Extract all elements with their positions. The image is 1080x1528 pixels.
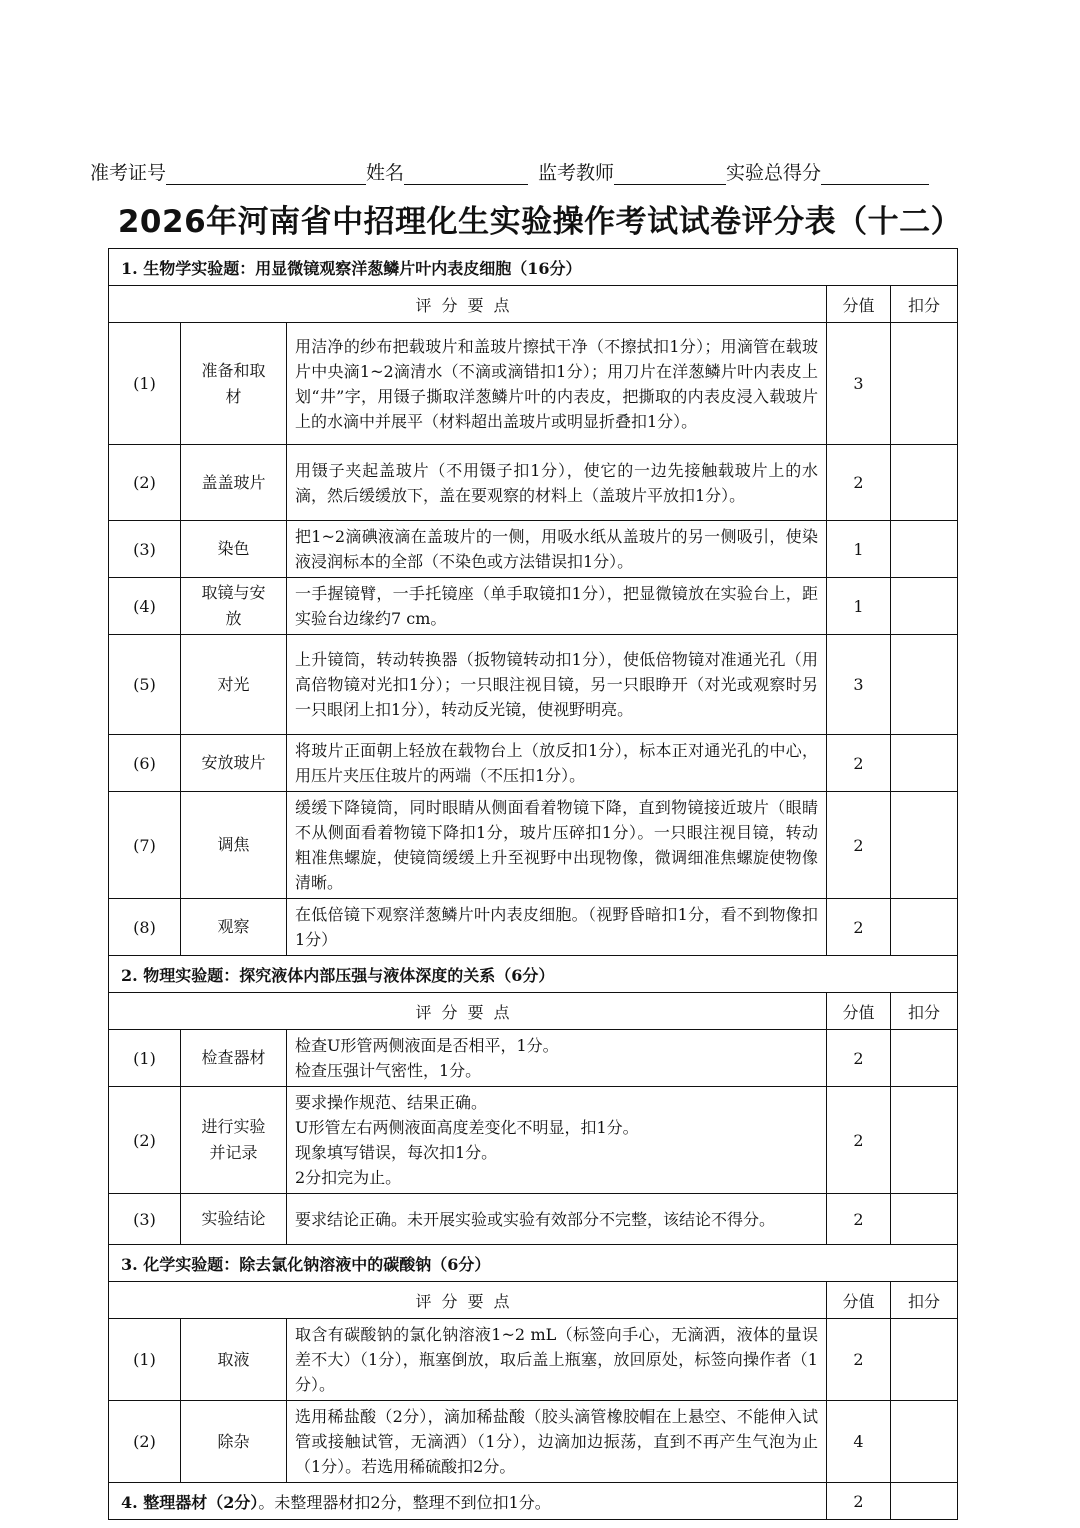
- item-score: 3: [827, 323, 891, 445]
- item-requirement: 把1~2滴碘液滴在盖玻片的一侧，用吸水纸从盖玻片的另一侧吸引，使染液浸润标本的全部（不染色或方法错误扣1分）。: [287, 521, 827, 578]
- item-name: 检查器材: [181, 1030, 287, 1087]
- table-row: [109, 445, 958, 521]
- item-number: (4): [109, 578, 181, 635]
- item-number: (2): [109, 1087, 181, 1194]
- candidate-info-line: [90, 158, 980, 185]
- column-header-points: 评分要点: [109, 1282, 827, 1319]
- item-number: (1): [109, 1030, 181, 1087]
- column-header-points: 评分要点: [109, 993, 827, 1030]
- deduct-cell[interactable]: [891, 1319, 958, 1401]
- table-row: [109, 1319, 958, 1401]
- item-number: (3): [109, 521, 181, 578]
- item-name: 实验结论: [181, 1194, 287, 1245]
- item-requirement: 选用稀盐酸（2分），滴加稀盐酸（胶头滴管橡胶帽在上悬空、不能伸入试管或接触试管，无滴洒）（1分），边滴加边振荡，直到不再产生气泡为止（1分）。若选用稀硫酸扣2分。: [287, 1401, 827, 1483]
- item-number: (2): [109, 445, 181, 521]
- item-score: 3: [827, 635, 891, 735]
- item-name: 除杂: [181, 1401, 287, 1483]
- item-name: 调焦: [181, 792, 287, 899]
- column-header-score: 分值: [827, 1282, 891, 1319]
- final-item-title: 4. 整理器材（2分）: [121, 1492, 259, 1512]
- item-requirement: 要求结论正确。未开展实验或实验有效部分不完整，该结论不得分。: [287, 1194, 827, 1245]
- item-score: 2: [827, 445, 891, 521]
- item-requirement: 要求操作规范、结果正确。 U形管左右两侧液面高度差变化不明显，扣1分。 现象填写错误，每次扣1分。 2分扣完为止。: [287, 1087, 827, 1194]
- deduct-cell[interactable]: [891, 735, 958, 792]
- deduct-cell[interactable]: [891, 1483, 958, 1520]
- item-requirement: 用洁净的纱布把载玻片和盖玻片擦拭干净（不擦拭扣1分）；用滴管在载玻片中央滴1~2滴清水（不滴或滴错扣1分）；用刀片在洋葱鳞片叶内表皮上划“井”字，用镊子撕取洋葱鳞片叶的内表皮，把撕取的内表皮浸入载玻片上的水滴中并展平（材料超出盖玻片或明显折叠扣1分）。: [287, 323, 827, 445]
- section-title: 3. 化学实验题：除去氯化钠溶液中的碳酸钠（6分）: [109, 1245, 958, 1282]
- deduct-cell[interactable]: [891, 445, 958, 521]
- item-number: (1): [109, 1319, 181, 1401]
- exam-number-label: 准考证号: [90, 162, 167, 184]
- item-requirement: 在低倍镜下观察洋葱鳞片叶内表皮细胞。（视野昏暗扣1分，看不到物像扣1分）: [287, 899, 827, 956]
- item-score: 2: [827, 899, 891, 956]
- deduct-cell[interactable]: [891, 1087, 958, 1194]
- item-name: 安放玻片: [181, 735, 287, 792]
- final-item-text: 。未整理器材扣2分，整理不到位扣1分。: [258, 1492, 551, 1512]
- item-number: (6): [109, 735, 181, 792]
- deduct-cell[interactable]: [891, 521, 958, 578]
- item-name: 进行实验并记录: [181, 1087, 287, 1194]
- deduct-cell[interactable]: [891, 1194, 958, 1245]
- deduct-cell[interactable]: [891, 323, 958, 445]
- scoring-table: [108, 248, 958, 1520]
- item-score: 2: [827, 1030, 891, 1087]
- item-number: (2): [109, 1401, 181, 1483]
- item-number: (1): [109, 323, 181, 445]
- table-row: [109, 1194, 958, 1245]
- item-requirement: 取含有碳酸钠的氯化钠溶液1~2 mL（标签向手心，无滴洒，液体的量误差不大）（1分），瓶塞倒放，取后盖上瓶塞，放回原处，标签向操作者（1分）。: [287, 1319, 827, 1401]
- column-header-points: 评分要点: [109, 286, 827, 323]
- final-item: [109, 1483, 827, 1520]
- item-name: 观察: [181, 899, 287, 956]
- item-number: (8): [109, 899, 181, 956]
- deduct-cell[interactable]: [891, 1030, 958, 1087]
- total-score-label: 实验总得分: [726, 162, 822, 184]
- item-score: 1: [827, 578, 891, 635]
- item-score: 2: [827, 1087, 891, 1194]
- table-row: [109, 899, 958, 956]
- name-label: 姓名: [366, 162, 405, 184]
- item-score: 2: [827, 735, 891, 792]
- proctor-field[interactable]: [614, 164, 726, 185]
- column-header-deduct: 扣分: [891, 286, 958, 323]
- column-header-deduct: 扣分: [891, 1282, 958, 1319]
- item-requirement: 检查U形管两侧液面是否相平，1分。 检查压强计气密性，1分。: [287, 1030, 827, 1087]
- column-header-score: 分值: [827, 993, 891, 1030]
- table-row: [109, 735, 958, 792]
- name-field[interactable]: [404, 164, 528, 185]
- table-row: [109, 323, 958, 445]
- item-score: 4: [827, 1401, 891, 1483]
- proctor-label: 监考教师: [538, 162, 615, 184]
- table-row: [109, 792, 958, 899]
- item-number: (7): [109, 792, 181, 899]
- item-requirement: 一手握镜臂，一手托镜座（单手取镜扣1分），把显微镜放在实验台上，距实验台边缘约7 cm。: [287, 578, 827, 635]
- section-title: 2. 物理实验题：探究液体内部压强与液体深度的关系（6分）: [109, 956, 958, 993]
- deduct-cell[interactable]: [891, 1401, 958, 1483]
- total-score-field[interactable]: [821, 164, 929, 185]
- exam-number-field[interactable]: [166, 164, 366, 185]
- deduct-cell[interactable]: [891, 635, 958, 735]
- table-row: [109, 1030, 958, 1087]
- item-requirement: 上升镜筒，转动转换器（扳物镜转动扣1分），使低倍物镜对准通光孔（用高倍物镜对光扣1分）；一只眼注视目镜，另一只眼睁开（对光或观察时另一只眼闭上扣1分），转动反光镜，使视野明亮。: [287, 635, 827, 735]
- deduct-cell[interactable]: [891, 578, 958, 635]
- item-name: 对光: [181, 635, 287, 735]
- table-row: [109, 635, 958, 735]
- table-row: [109, 1401, 958, 1483]
- item-requirement: 用镊子夹起盖玻片（不用镊子扣1分），使它的一边先接触载玻片上的水滴，然后缓缓放下，盖在要观察的材料上（盖玻片平放扣1分）。: [287, 445, 827, 521]
- item-name: 盖盖玻片: [181, 445, 287, 521]
- item-requirement: 缓缓下降镜筒，同时眼睛从侧面看着物镜下降，直到物镜接近玻片（眼睛不从侧面看着物镜下降扣1分，玻片压碎扣1分）。一只眼注视目镜，转动粗准焦螺旋，使镜筒缓缓上升至视野中出现物像，微调细准焦螺旋使物像清晰。: [287, 792, 827, 899]
- table-row: [109, 521, 958, 578]
- item-number: (3): [109, 1194, 181, 1245]
- section-title: 1. 生物学实验题：用显微镜观察洋葱鳞片叶内表皮细胞（16分）: [109, 249, 958, 286]
- item-score: 2: [827, 1194, 891, 1245]
- deduct-cell[interactable]: [891, 899, 958, 956]
- item-score: 2: [827, 1319, 891, 1401]
- final-item-score: 2: [827, 1483, 891, 1520]
- table-row: [109, 1087, 958, 1194]
- item-number: (5): [109, 635, 181, 735]
- item-score: 1: [827, 521, 891, 578]
- item-name: 取镜与安放: [181, 578, 287, 635]
- deduct-cell[interactable]: [891, 792, 958, 899]
- item-score: 2: [827, 792, 891, 899]
- item-requirement: 将玻片正面朝上轻放在载物台上（放反扣1分），标本正对通光孔的中心，用压片夹压住玻片的两端（不压扣1分）。: [287, 735, 827, 792]
- column-header-score: 分值: [827, 286, 891, 323]
- page-title: 2026年河南省中招理化生实验操作考试试卷评分表（十二）: [117, 204, 963, 240]
- item-name: 取液: [181, 1319, 287, 1401]
- table-row: [109, 578, 958, 635]
- item-name: 准备和取材: [181, 323, 287, 445]
- item-name: 染色: [181, 521, 287, 578]
- column-header-deduct: 扣分: [891, 993, 958, 1030]
